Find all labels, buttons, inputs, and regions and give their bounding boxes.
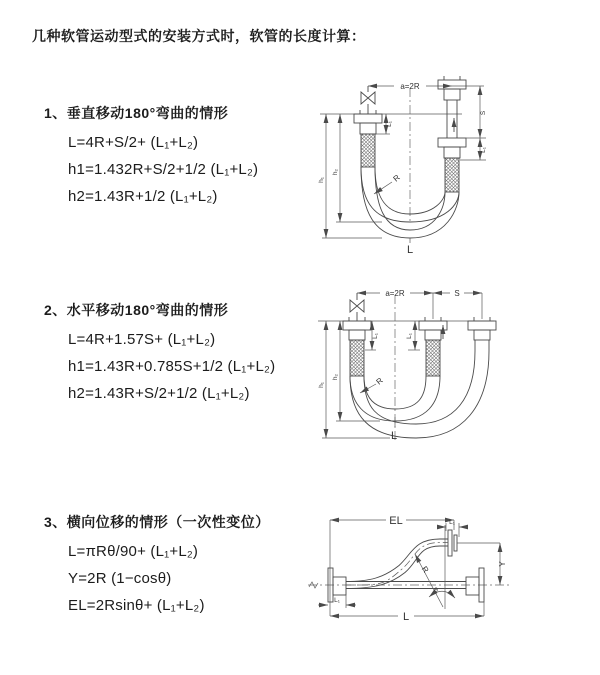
left-pipe-assembly: [354, 110, 382, 167]
dim-label-el: EL: [389, 515, 403, 527]
diagram-lateral-displacement: [300, 497, 600, 644]
valve-icon: [361, 86, 375, 114]
formula-line: L=πRθ/90+ (L₁+L₂): [68, 543, 199, 560]
section-1: [44, 104, 258, 215]
dim-label-r: R: [419, 564, 431, 575]
dim-label-h1: h₁: [318, 177, 325, 183]
dim-label-s: S: [480, 110, 487, 116]
dim-label-h1: h₁: [318, 382, 325, 388]
break-mark: [309, 582, 318, 588]
dimension-h2: [332, 114, 382, 222]
right-pipe-assembly: [438, 76, 466, 192]
dim-label-h2: h₂: [332, 168, 339, 176]
dimension-l1-top: [437, 519, 468, 537]
upper-flange: [448, 530, 457, 556]
dimension-l1-left: [365, 321, 379, 350]
dimension-el: [330, 515, 454, 530]
formula-line: EL=2Rsinθ+ (L₁+L₂): [68, 597, 205, 614]
dimension-l1-right: [460, 138, 487, 160]
formula-line: h1=1.432R+S/2+1/2 (L₁+L₂): [68, 161, 259, 178]
radius-construction: [415, 525, 455, 609]
dim-label-l1: L₁: [480, 147, 487, 153]
dimension-a2r: [368, 82, 484, 91]
dim-label-r: R: [391, 172, 402, 184]
radius-leader: [374, 173, 402, 194]
formula-line: h2=1.43R+1/2 (L₁+L₂): [68, 188, 218, 205]
dim-label-a2r: a=2R: [385, 289, 405, 298]
section-3: [44, 513, 270, 624]
formula-line: Y=2R (1−cosθ): [68, 570, 172, 587]
dim-label-l1: L₁: [406, 333, 413, 339]
dim-label-l1: L₁: [334, 597, 340, 604]
dim-label-l1: L₁: [372, 333, 379, 339]
dim-label-a2r: a=2R: [400, 82, 420, 91]
section-2: [44, 301, 275, 412]
formula-line: L=4R+1.57S+ (L₁+L₂): [68, 331, 216, 348]
dimension-l: [330, 520, 484, 623]
middle-pipe-assembly: [419, 317, 447, 376]
dim-label-l: L: [406, 244, 414, 256]
dim-label-l: L: [402, 611, 410, 623]
dimension-a2r: [357, 289, 433, 298]
right-pipe-assembly: [468, 317, 496, 351]
formula-line: h2=1.43R+S/2+1/2 (L₁+L₂): [68, 385, 250, 402]
dimension-l1-left: [376, 114, 393, 134]
dimension-l1-mid: [406, 321, 420, 350]
section-3-heading: 3、横向位移的情形（一次性变位）: [44, 514, 270, 530]
left-pipe-assembly: [343, 317, 371, 376]
dim-label-l1: L₁: [449, 519, 455, 526]
dimension-y: [457, 543, 507, 585]
dim-label-theta: θ: [434, 587, 438, 594]
diagram-vertical-movement: [310, 72, 600, 267]
formula-line: L=4R+S/2+ (L₁+L₂): [68, 134, 199, 151]
dimension-s: [466, 86, 487, 138]
dim-label-l: L: [390, 430, 398, 442]
section-1-heading: 1、垂直移动180°弯曲的情形: [44, 105, 229, 121]
page-title: 几种软管运动型式的安装方式时，软管的长度计算：: [32, 28, 366, 44]
section-2-heading: 2、水平移动180°弯曲的情形: [44, 302, 229, 318]
diagram-horizontal-movement: [310, 281, 600, 476]
dim-label-l1: L₁: [386, 121, 393, 127]
valve-icon: [350, 293, 364, 321]
hose-u-curves: [350, 351, 489, 438]
dim-label-h2: h₂: [332, 373, 339, 381]
dim-label-y: Y: [498, 561, 507, 567]
dimension-l1-bottom: [318, 595, 356, 608]
formula-line: h1=1.43R+0.785S+1/2 (L₁+L₂): [68, 358, 276, 375]
dim-label-r: R: [374, 375, 385, 387]
dim-label-s: S: [454, 289, 460, 298]
dimension-s: [433, 289, 482, 298]
